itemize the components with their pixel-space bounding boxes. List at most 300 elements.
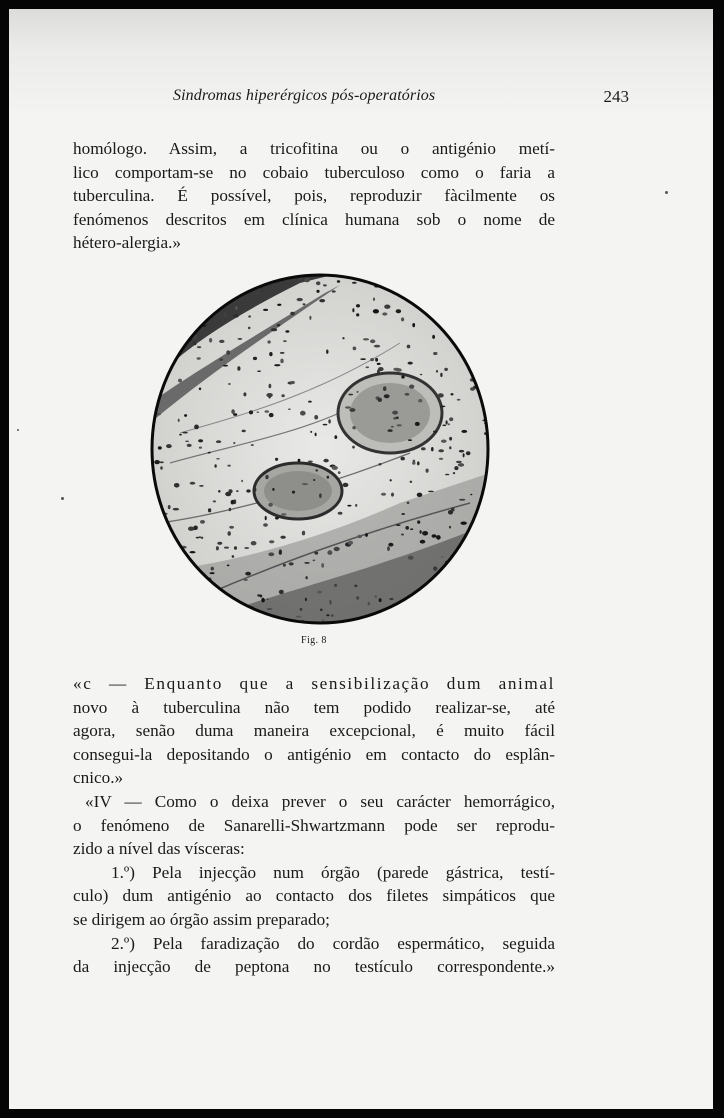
cell-nucleus [168, 505, 171, 509]
cell-nucleus [365, 533, 368, 537]
cell-nucleus [401, 375, 404, 378]
cell-nucleus [173, 350, 176, 353]
cell-nucleus [193, 526, 198, 531]
cell-nucleus [216, 546, 219, 550]
cell-nucleus [401, 513, 405, 515]
cell-nucleus [209, 338, 212, 343]
cell-nucleus [462, 330, 465, 333]
cell-nucleus [404, 618, 408, 622]
cell-nucleus [408, 362, 413, 365]
cell-nucleus [198, 613, 200, 617]
cell-nucleus [232, 555, 235, 558]
text-line: consegui-la depositando o antigénio em contacto do esplân- [73, 744, 555, 764]
cell-nucleus [421, 602, 424, 606]
cell-nucleus [245, 572, 251, 576]
cell-nucleus [185, 315, 189, 319]
cell-nucleus [467, 557, 472, 559]
cell-nucleus [417, 520, 420, 523]
cell-nucleus [182, 432, 187, 434]
microscopy-figure [150, 273, 490, 625]
cell-nucleus [483, 534, 489, 538]
cell-nucleus [217, 542, 222, 545]
cell-nucleus [374, 345, 380, 348]
cell-nucleus [366, 366, 370, 368]
cell-nucleus [421, 447, 426, 450]
cell-nucleus [396, 309, 401, 313]
cell-nucleus [488, 277, 490, 279]
figure-caption: Fig. 8 [301, 635, 327, 646]
cell-nucleus [354, 585, 357, 588]
cell-nucleus [166, 444, 172, 448]
cell-nucleus [330, 600, 332, 605]
book-page [9, 9, 713, 1109]
cell-nucleus [231, 500, 235, 505]
cell-nucleus [283, 340, 287, 342]
cell-nucleus [229, 526, 234, 529]
cell-nucleus [436, 370, 438, 373]
cell-nucleus [290, 381, 295, 384]
cell-nucleus [356, 391, 358, 393]
cell-nucleus [387, 546, 390, 551]
cell-nucleus [314, 415, 318, 420]
cell-nucleus [277, 304, 281, 306]
cell-nucleus [179, 434, 182, 436]
cell-nucleus [334, 435, 337, 439]
cell-nucleus [159, 461, 164, 463]
cell-nucleus [279, 590, 284, 594]
cell-nucleus [476, 597, 482, 601]
text-line: zido a nível das vísceras: [73, 839, 245, 859]
cell-nucleus [249, 410, 253, 414]
cell-nucleus [303, 303, 306, 305]
text-line: o fenómeno de Sanarelli-Shwartzmann pode ser reprodu- [73, 815, 555, 835]
cell-nucleus [436, 584, 442, 588]
running-title: Sindromas hiperérgicos pós-operatórios [173, 87, 436, 104]
cell-nucleus [469, 304, 473, 306]
cell-nucleus [353, 347, 357, 351]
cell-nucleus [251, 541, 257, 545]
cell-nucleus [228, 531, 231, 536]
cell-nucleus [475, 553, 481, 555]
cell-nucleus [388, 543, 393, 547]
cell-nucleus [265, 516, 267, 520]
cell-nucleus [401, 457, 405, 461]
cell-nucleus [448, 510, 453, 515]
cell-nucleus [347, 505, 351, 507]
cell-nucleus [433, 566, 437, 570]
cell-nucleus [167, 362, 171, 365]
cell-nucleus [173, 508, 179, 511]
cell-nucleus [283, 564, 286, 567]
cell-nucleus [190, 482, 196, 485]
cell-nucleus [233, 314, 238, 317]
cell-nucleus [434, 282, 438, 285]
cell-nucleus [302, 483, 308, 485]
cell-nucleus [442, 425, 446, 427]
cell-nucleus [373, 298, 375, 301]
text-line: «IV — Como o deixa prever o seu carácter hemorrágico, [85, 791, 555, 811]
cell-nucleus [438, 393, 444, 397]
cell-nucleus [372, 275, 374, 277]
cell-nucleus [323, 459, 328, 463]
cell-nucleus [382, 312, 387, 315]
cell-nucleus [223, 365, 228, 367]
cell-nucleus [334, 584, 337, 587]
cell-nucleus [466, 540, 470, 543]
cell-nucleus [412, 323, 415, 327]
cell-nucleus [407, 502, 410, 504]
cell-nucleus [236, 490, 239, 492]
cell-nucleus [486, 503, 489, 507]
cell-nucleus [269, 413, 274, 417]
cell-nucleus [420, 374, 423, 376]
cell-nucleus [164, 542, 168, 544]
cell-nucleus [175, 291, 181, 296]
cell-nucleus [280, 359, 283, 364]
cell-nucleus [158, 351, 164, 353]
cell-nucleus [410, 528, 413, 530]
cell-nucleus [227, 465, 230, 467]
cell-nucleus [378, 367, 384, 371]
cell-nucleus [461, 522, 467, 525]
cell-nucleus [327, 550, 332, 555]
cell-nucleus [417, 493, 423, 497]
cell-nucleus [300, 608, 303, 611]
text-line: cnico.» [73, 768, 124, 788]
cell-nucleus [392, 411, 398, 415]
cell-nucleus [337, 280, 340, 283]
cell-nucleus [397, 424, 402, 426]
cell-nucleus [313, 560, 316, 562]
cell-nucleus [352, 446, 355, 449]
cell-nucleus [298, 459, 301, 462]
cell-nucleus [197, 357, 201, 359]
cell-nucleus [327, 476, 330, 479]
cell-nucleus [378, 398, 382, 402]
cell-nucleus [185, 441, 189, 443]
cell-nucleus [373, 309, 379, 313]
cell-nucleus [370, 339, 375, 343]
cell-nucleus [415, 422, 420, 426]
cell-nucleus [224, 547, 229, 549]
cell-nucleus [408, 439, 412, 441]
cell-nucleus [203, 305, 208, 308]
cell-nucleus [233, 442, 235, 444]
text-line: hétero-alergia.» [73, 233, 182, 253]
cell-nucleus [405, 526, 409, 530]
cell-nucleus [463, 453, 465, 457]
cell-nucleus [420, 540, 426, 544]
cell-nucleus [269, 384, 272, 389]
cell-nucleus [164, 540, 167, 542]
cell-nucleus [338, 471, 341, 474]
cell-nucleus [228, 489, 232, 493]
cell-nucleus [343, 483, 349, 487]
cell-nucleus [441, 556, 443, 558]
cell-nucleus [190, 278, 195, 280]
cell-nucleus [211, 567, 214, 571]
cell-nucleus [345, 406, 351, 408]
cell-nucleus [197, 346, 201, 348]
cell-nucleus [266, 393, 272, 397]
cell-nucleus [275, 458, 278, 461]
cell-nucleus [356, 596, 359, 600]
cell-nucleus [410, 481, 413, 483]
cell-nucleus [216, 440, 221, 443]
cell-nucleus [280, 536, 285, 539]
cell-nucleus [464, 283, 470, 288]
cell-nucleus [240, 610, 244, 612]
cell-nucleus [417, 277, 422, 280]
cell-nucleus [321, 563, 324, 568]
cell-nucleus [407, 345, 411, 349]
cell-nucleus [160, 466, 163, 470]
microscopy-histology-icon [150, 273, 490, 625]
cell-nucleus [449, 437, 452, 441]
cell-nucleus [457, 399, 461, 401]
cell-nucleus [305, 576, 307, 579]
text-line: se dirigem ao órgão assim preparado; [73, 909, 330, 929]
cell-nucleus [334, 547, 340, 551]
cell-nucleus [184, 414, 187, 417]
text-line: fenómenos descritos em clínica humana sob o nome de [73, 209, 555, 229]
cell-nucleus [444, 368, 448, 371]
cell-nucleus [440, 406, 446, 408]
cell-nucleus [204, 273, 209, 274]
cell-nucleus [193, 342, 197, 346]
cell-nucleus [485, 563, 489, 567]
cell-nucleus [216, 458, 219, 460]
cell-nucleus [323, 424, 328, 426]
paper-speck [61, 497, 64, 500]
cell-nucleus [190, 551, 196, 553]
cell-nucleus [393, 368, 399, 371]
cell-nucleus [449, 417, 453, 421]
cell-nucleus [177, 296, 180, 299]
cell-nucleus [449, 446, 451, 449]
cell-nucleus [416, 620, 419, 623]
cell-nucleus [331, 614, 333, 617]
cell-nucleus [461, 430, 467, 433]
cell-nucleus [440, 373, 442, 377]
cell-nucleus [267, 340, 270, 343]
cell-nucleus [426, 469, 429, 473]
cell-nucleus [459, 312, 464, 316]
cell-nucleus [214, 464, 216, 468]
cell-nucleus [384, 305, 390, 309]
cell-nucleus [476, 274, 480, 277]
cell-nucleus [412, 462, 415, 465]
cell-nucleus [445, 474, 449, 476]
cell-nucleus [461, 609, 466, 611]
cell-nucleus [326, 350, 328, 354]
cell-nucleus [401, 317, 404, 321]
cell-nucleus [466, 451, 471, 455]
cell-nucleus [457, 320, 461, 323]
cell-nucleus [255, 292, 260, 294]
cell-nucleus [356, 304, 360, 307]
cell-nucleus [418, 399, 422, 402]
cell-nucleus [251, 444, 254, 446]
cell-nucleus [411, 612, 416, 615]
cell-nucleus [296, 616, 302, 618]
cell-nucleus [304, 562, 309, 564]
cell-nucleus [285, 330, 289, 332]
cell-nucleus [268, 503, 273, 507]
cell-nucleus [352, 282, 357, 284]
text-line: 1.º) Pela injecção num órgão (parede gástrica, testí- [111, 862, 555, 882]
cell-nucleus [470, 387, 475, 390]
cell-nucleus [469, 354, 474, 356]
text-line: «c — Enquanto que a sensibilização dum animal [73, 674, 555, 693]
cell-nucleus [352, 308, 354, 312]
cell-nucleus [314, 552, 318, 555]
cell-nucleus [356, 313, 359, 316]
cell-nucleus [454, 466, 458, 470]
cell-nucleus [244, 579, 248, 581]
cell-nucleus [488, 349, 490, 352]
cell-nucleus [267, 598, 269, 600]
text-line: tuberculina. É possível, pois, reproduzir fàcilmente os [73, 186, 555, 206]
cell-nucleus [219, 340, 224, 343]
cell-nucleus [482, 273, 484, 277]
cell-nucleus [408, 556, 414, 560]
cell-nucleus [432, 335, 435, 339]
cell-nucleus [304, 278, 310, 283]
text-line: homólogo. Assim, a tricofitina ou o antigénio metí- [73, 139, 555, 158]
cell-nucleus [393, 417, 397, 420]
paragraph-top [73, 137, 555, 255]
cell-nucleus [332, 290, 336, 292]
cell-nucleus [248, 315, 251, 317]
cell-nucleus [157, 413, 161, 415]
cell-nucleus [316, 281, 320, 285]
cell-nucleus [357, 535, 362, 538]
cell-nucleus [428, 491, 434, 493]
text-line: agora, senão duma maneira excepcional, é muito fácil [73, 721, 555, 741]
cell-nucleus [228, 383, 231, 385]
cell-nucleus [375, 595, 377, 597]
cell-nucleus [482, 284, 488, 288]
paper-speck [665, 191, 668, 194]
cell-nucleus [179, 288, 183, 292]
cell-nucleus [260, 595, 263, 598]
cell-nucleus [315, 433, 317, 437]
cell-nucleus [434, 300, 436, 303]
cell-nucleus [199, 485, 204, 487]
cell-nucleus [161, 592, 167, 594]
cell-nucleus [292, 491, 295, 494]
cell-nucleus [207, 288, 213, 293]
cell-nucleus [423, 292, 428, 294]
cell-nucleus [153, 317, 156, 320]
cell-nucleus [401, 534, 404, 536]
cell-nucleus [150, 539, 156, 542]
cell-nucleus [446, 420, 448, 424]
cell-nucleus [150, 382, 152, 386]
cell-nucleus [208, 508, 211, 512]
cell-nucleus [253, 357, 257, 360]
cell-nucleus [389, 598, 393, 600]
cell-nucleus [241, 617, 244, 622]
cell-nucleus [349, 408, 355, 412]
cell-nucleus [422, 531, 428, 536]
cell-nucleus [409, 385, 414, 389]
cell-nucleus [332, 466, 338, 470]
cell-nucleus [181, 318, 183, 322]
cell-nucleus [390, 479, 392, 481]
cell-nucleus [391, 493, 394, 497]
cell-nucleus [254, 488, 256, 492]
cell-nucleus [178, 321, 182, 326]
cell-nucleus [459, 450, 464, 453]
cell-nucleus [355, 504, 357, 507]
cell-nucleus [208, 452, 211, 454]
cell-nucleus [308, 461, 313, 463]
cell-nucleus [199, 447, 202, 449]
cell-nucleus [456, 461, 462, 463]
cell-nucleus [210, 572, 215, 574]
cell-nucleus [305, 598, 307, 602]
cell-nucleus [391, 426, 394, 428]
cell-nucleus [269, 352, 272, 356]
cell-nucleus [290, 312, 295, 316]
cell-nucleus [155, 621, 157, 625]
cell-nucleus [377, 363, 381, 365]
cell-nucleus [209, 290, 215, 292]
cell-nucleus [272, 488, 274, 491]
text-line: lico comportam-se no cobaio tuberculoso como o faria a [73, 162, 555, 182]
text-line: culo) dum antigénio ao contacto dos filetes simpáticos que [73, 886, 555, 906]
cell-nucleus [297, 298, 303, 301]
cell-nucleus [241, 480, 243, 482]
cell-nucleus [277, 324, 281, 326]
cell-nucleus [381, 493, 386, 496]
cell-nucleus [199, 581, 202, 584]
cell-nucleus [288, 408, 291, 410]
cell-nucleus [441, 440, 447, 443]
cell-nucleus [453, 472, 455, 474]
cell-nucleus [389, 610, 394, 613]
cell-nucleus [183, 614, 188, 616]
cell-nucleus [265, 475, 268, 479]
cell-nucleus [451, 393, 454, 395]
cell-nucleus [475, 308, 479, 312]
cell-nucleus [261, 598, 265, 603]
cell-nucleus [470, 494, 472, 496]
cell-nucleus [431, 447, 434, 451]
cell-nucleus [352, 426, 356, 429]
cell-nucleus [229, 508, 232, 511]
cell-nucleus [200, 520, 205, 524]
cell-nucleus [370, 358, 374, 361]
cell-nucleus [235, 306, 237, 310]
cell-nucleus [265, 410, 270, 413]
cell-nucleus [158, 367, 162, 371]
cell-nucleus [389, 277, 392, 279]
cell-nucleus [483, 364, 485, 368]
cell-nucleus [417, 461, 420, 465]
cell-nucleus [363, 338, 369, 340]
cell-nucleus [243, 392, 246, 396]
cell-nucleus [257, 411, 259, 413]
cell-nucleus [178, 379, 182, 383]
cell-nucleus [420, 609, 426, 612]
cell-nucleus [274, 364, 280, 366]
cell-nucleus [158, 283, 164, 285]
cell-nucleus [188, 527, 194, 531]
cell-nucleus [313, 479, 315, 481]
